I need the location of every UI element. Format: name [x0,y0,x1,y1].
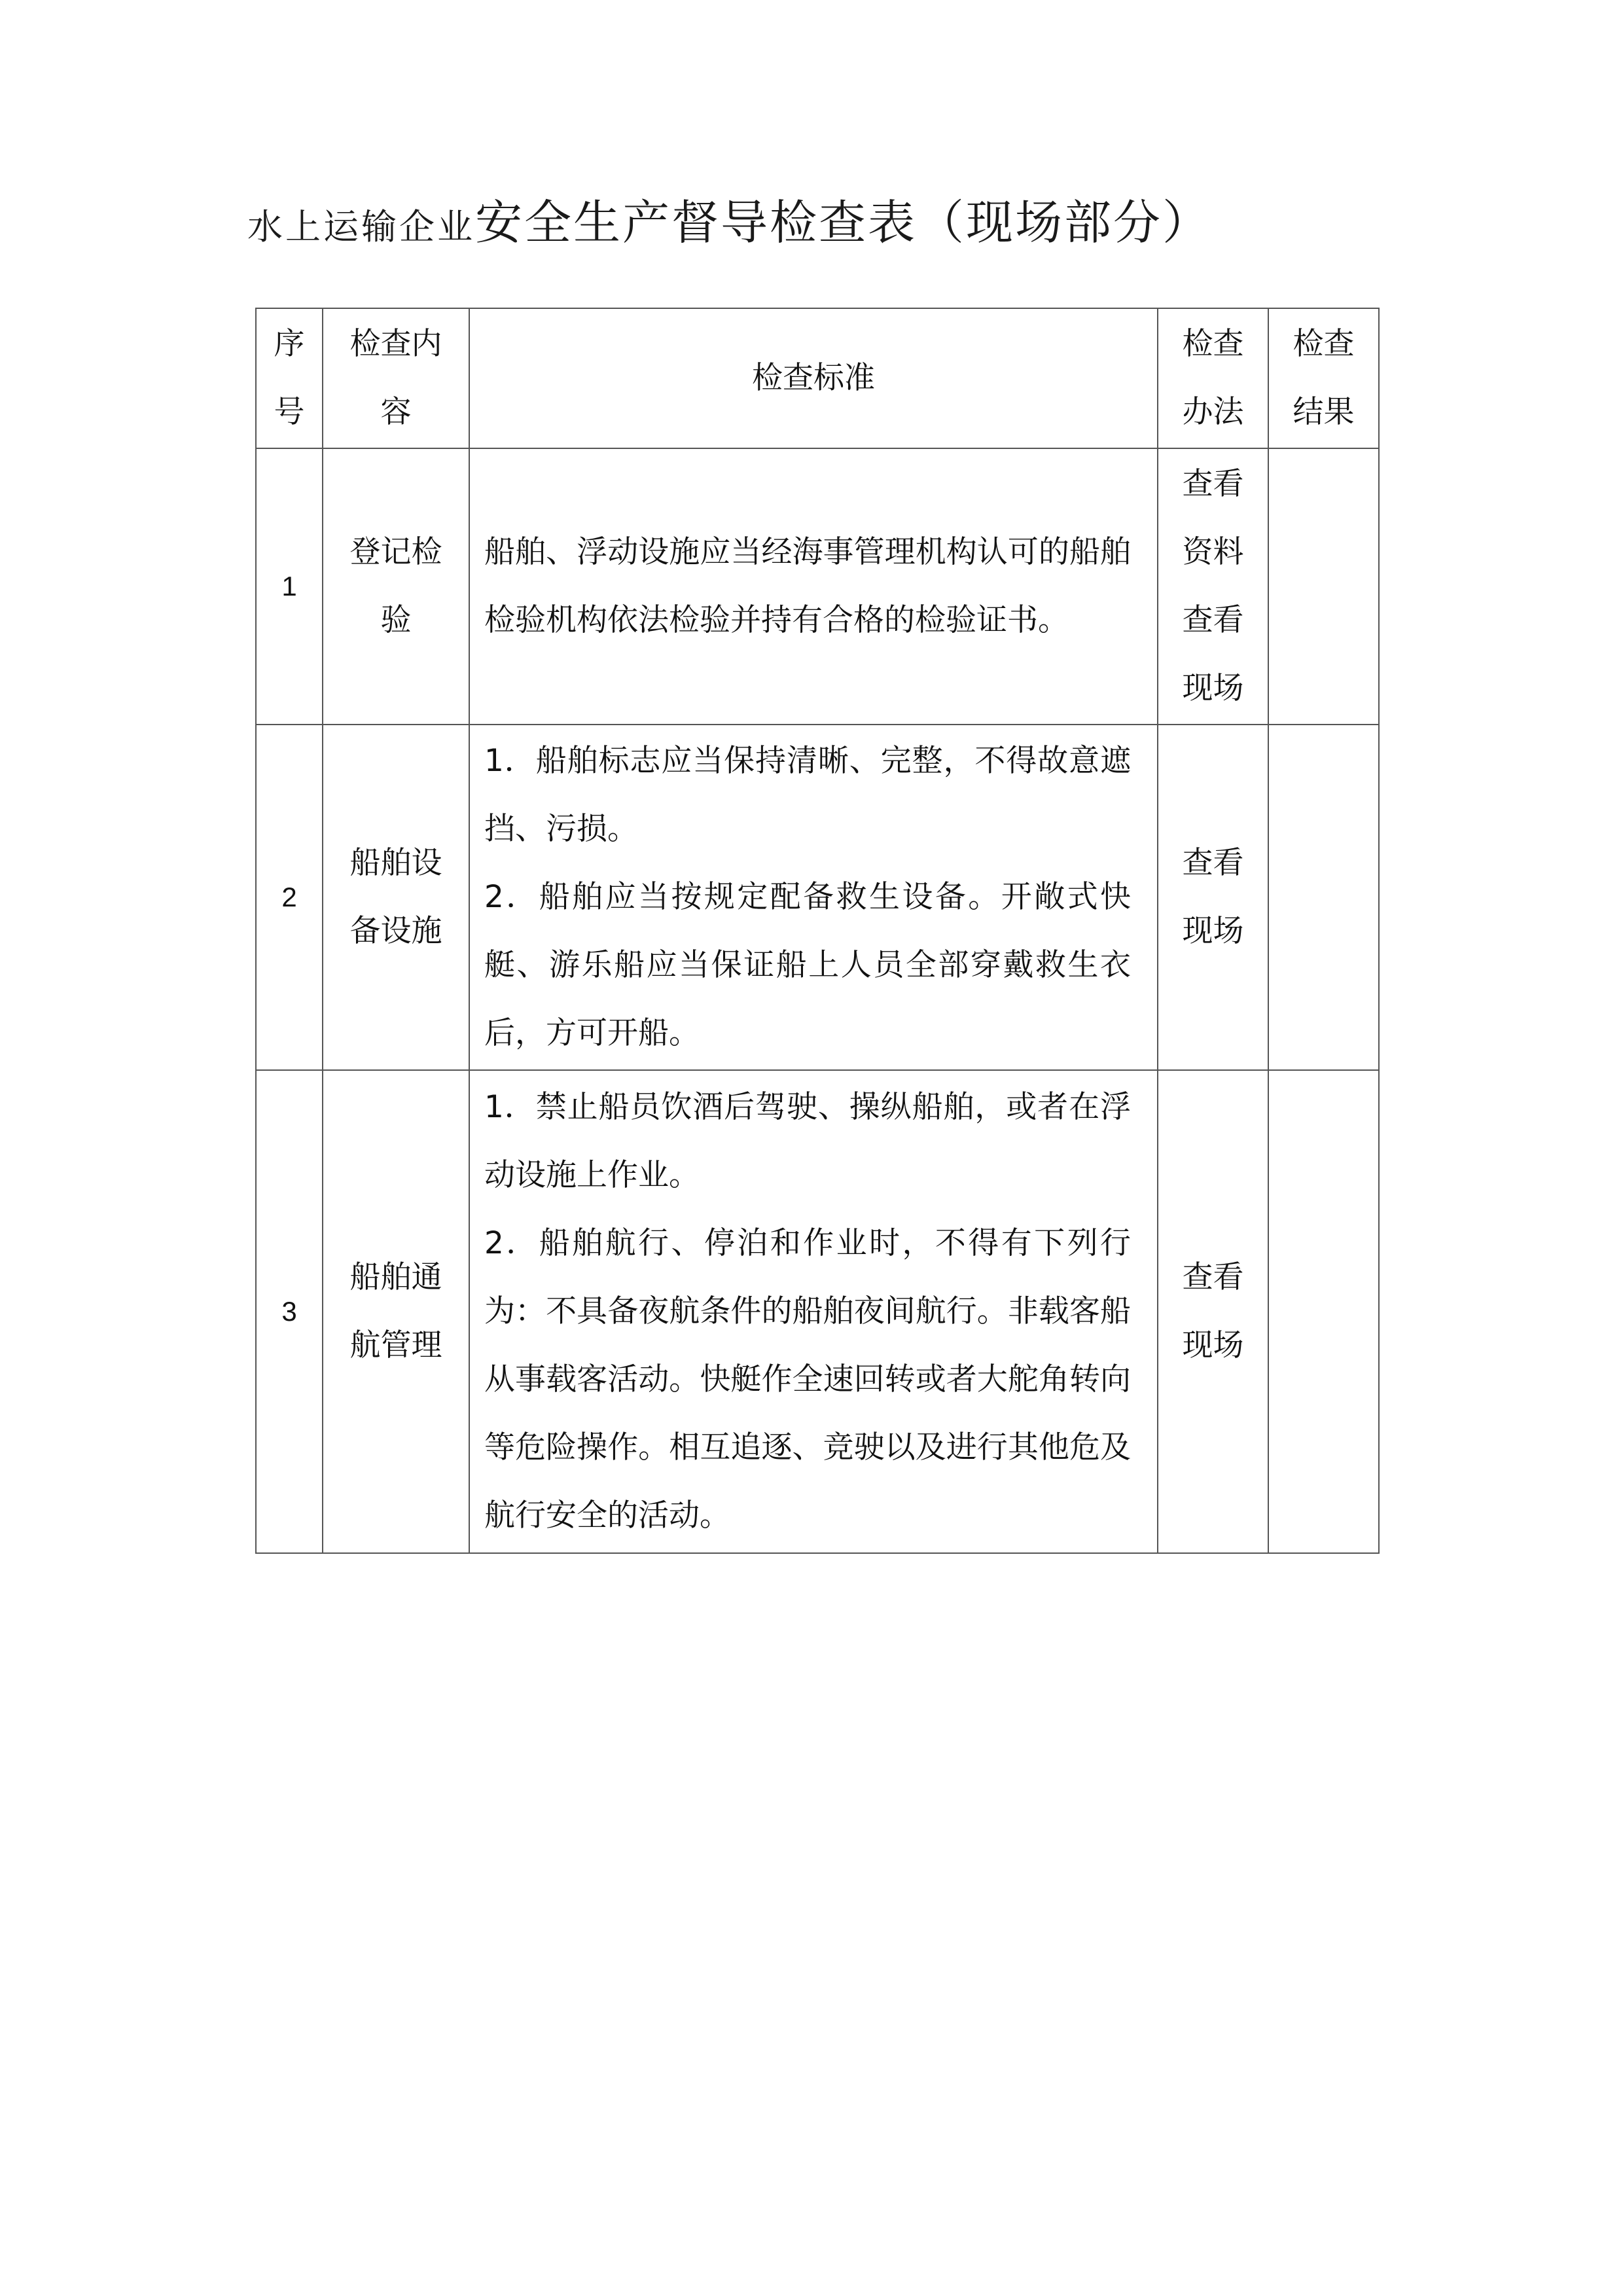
table-header-row [256,308,1379,448]
row-result[interactable] [1268,448,1379,725]
row-content: 船舶设备设施 [323,725,469,1070]
standard-item: 1．禁止船员饮酒后驾驶、操纵船舶，或者在浮动设施上作业。 [484,1089,1131,1193]
title-main: 安全生产督导检查表（现场部分） [475,195,1212,250]
row-content: 船舶通航管理 [323,1070,469,1553]
header-method: 检查办法 [1158,308,1268,448]
row-standard [469,725,1158,1070]
row-standard [469,1070,1158,1553]
row-method: 查看现场 [1158,1070,1268,1553]
table-row [256,448,1379,725]
title-prefix: 水上运输企业 [247,206,475,247]
standard-item: 2．船舶航行、停泊和作业时，不得有下列行为：不具备夜航条件的船舶夜间航行。非载客船从事载客活动。快艇作全速回转或者大舵角转向等危险操作。相互追逐、竞驶以及进行其他危及航行安全的活动。 [484,1225,1131,1534]
row-content: 登记检验 [323,448,469,725]
header-content: 检查内容 [323,308,469,448]
standard-item: 1．船舶标志应当保持清晰、完整，不得故意遮挡、污损。 [484,743,1131,847]
inspection-table [255,308,1380,1554]
table-row [256,725,1379,1070]
table-row [256,1070,1379,1553]
row-method: 查看资料查看现场 [1158,448,1268,725]
header-result: 检查结果 [1268,308,1379,448]
row-result[interactable] [1268,1070,1379,1553]
row-method: 查看现场 [1158,725,1268,1070]
document-title [247,190,1211,255]
standard-item: 2．船舶应当按规定配备救生设备。开敞式快艇、游乐船应当保证船上人员全部穿戴救生衣后，方可开船。 [484,879,1131,1051]
row-seq: 1 [256,448,323,725]
header-seq: 序号 [256,308,323,448]
row-seq: 3 [256,1070,323,1553]
header-standard: 检查标准 [469,308,1158,448]
row-result[interactable] [1268,725,1379,1070]
row-seq: 2 [256,725,323,1070]
row-standard: 船舶、浮动设施应当经海事管理机构认可的船舶检验机构依法检验并持有合格的检验证书。 [469,448,1158,725]
